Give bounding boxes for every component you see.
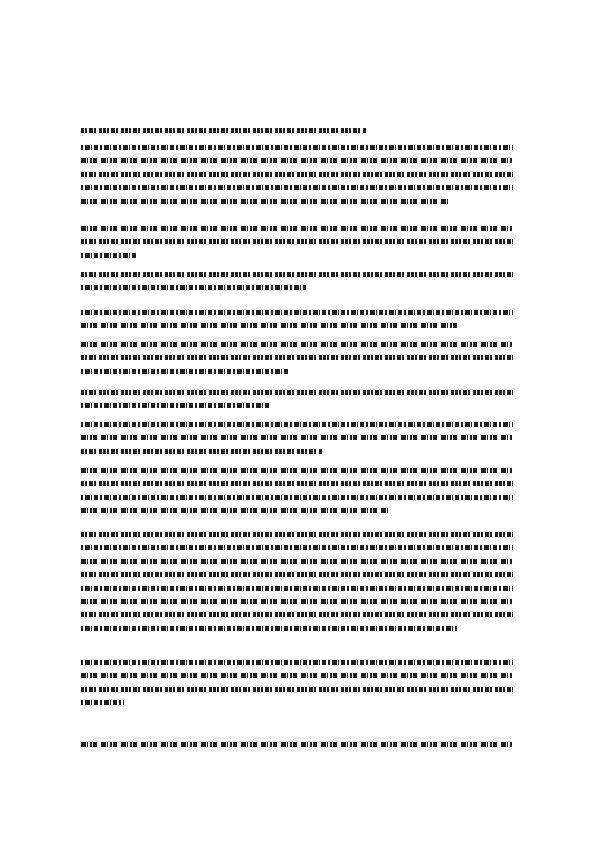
text-line [81,172,513,177]
paragraph-5 [81,310,513,337]
text-line [81,508,388,513]
text-line [81,449,323,454]
text-line [81,660,513,665]
text-line [81,612,513,617]
paragraph-11 [81,660,513,714]
text-line [81,468,513,473]
text-line [81,355,513,360]
text-line [81,532,513,537]
paragraph-9 [81,468,513,522]
text-line [81,586,513,591]
text-line [81,687,513,692]
text-line [81,158,513,163]
text-line [81,272,513,277]
text-line [81,403,271,408]
text-line [81,390,513,395]
text-line [81,572,513,577]
text-line [81,559,513,564]
text-line [81,323,461,328]
paragraph-8 [81,422,513,462]
text-line [81,422,513,427]
text-line [81,435,513,440]
paragraph-10 [81,532,513,639]
text-line [81,495,513,500]
text-line [81,369,288,374]
text-line [81,742,513,747]
paragraph-1 [81,128,513,141]
text-line [81,310,513,315]
text-line [81,545,513,550]
paragraph-7 [81,390,513,417]
text-line [81,145,513,150]
text-line [81,673,513,678]
paragraph-2 [81,145,513,212]
text-line [81,253,137,258]
text-line [81,342,513,347]
text-line [81,626,457,631]
paragraph-12 [81,742,513,755]
text-line [81,599,513,604]
text-line [81,128,366,133]
text-line [81,481,513,486]
paragraph-4 [81,272,513,299]
text-line [81,285,306,290]
text-line [81,185,513,190]
paragraph-6 [81,342,513,382]
text-line [81,199,448,204]
text-line [81,239,513,244]
paragraph-3 [81,226,513,266]
text-line [81,700,124,705]
text-line [81,226,513,231]
